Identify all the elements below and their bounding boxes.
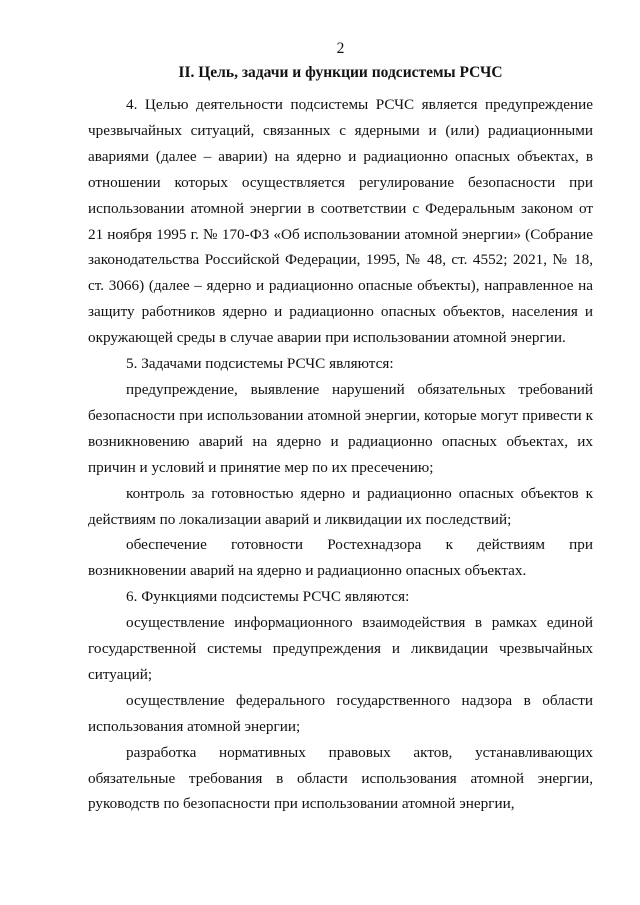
paragraph-functions-heading: 6. Функциями подсистемы РСЧС являются:: [126, 588, 410, 606]
paragraph-function-supervision: осуществление федерального государственного надзора в области использования атомной энергии;: [88, 691, 593, 735]
paragraph-goal: 4. Целью деятельности подсистемы РСЧС является предупреждение чрезвычайных ситуаций, связанных с ядерными и (или) радиационными авариями (далее – аварии) на ядерно и радиационно опасных объектах, в отношении которых осуществляется регулирование безопасности при использовании атомной энергии в соответствии с Федеральным законом от 21 ноября 1995 г. № 170-ФЗ «Об использовании атомной энергии» (Собрание законодательства Российской Федерации, 1995, № 48, ст. 4552; 2021, № 18, ст. 3066) (далее – ядерно и радиационно опасные объекты), направленное на защиту работников ядерно и радиационно опасных объектов, населения и окружающей среды в случае аварии при использовании атомной энергии.: [88, 96, 593, 347]
paragraph-task-prevention: предупреждение, выявление нарушений обязательных требований безопасности при использовании атомной энергии, которые могут привести к возникновению аварий на ядерно и радиационно опасных объектах, их причин и условий и принятие мер по их пресечению;: [88, 380, 593, 476]
paragraph-function-regulation: разработка нормативных правовых актов, устанавливающих обязательные требования в области использования атомной энергии, руководств по безопасности при использовании атомной энергии,: [88, 743, 593, 813]
paragraph-function-info-exchange: осуществление информационного взаимодействия в рамках единой государственной системы предупреждения и ликвидации чрезвычайных ситуаций;: [88, 614, 593, 683]
document-body: [88, 92, 593, 817]
paragraph-tasks-heading: 5. Задачами подсистемы РСЧС являются:: [126, 355, 394, 373]
paragraph-task-readiness: обеспечение готовности Ростехнадзора к действиям при возникновении аварий на ядерно и радиационно опасных объектах.: [88, 536, 593, 580]
paragraph-task-control: контроль за готовностью ядерно и радиационно опасных объектов к действиям по локализации аварий и ликвидации их последствий;: [88, 484, 593, 528]
section-title: II. Цель, задачи и функции подсистемы РСЧС: [178, 64, 503, 81]
page-number: 2: [336, 40, 345, 57]
